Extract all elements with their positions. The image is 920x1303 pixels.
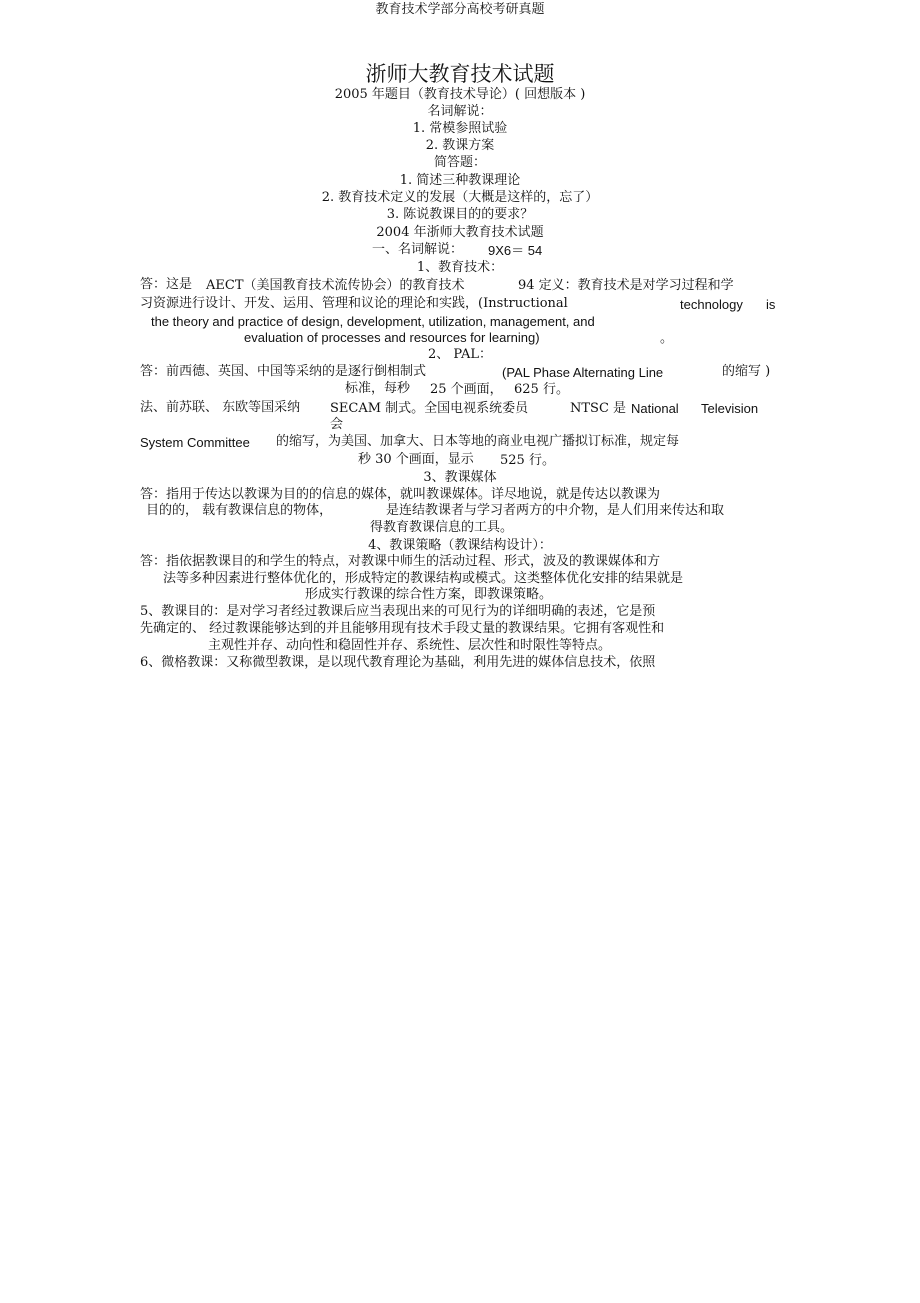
item2-line1-a: 答：前西德、英国、中国等采纳的是逐行倒相制式 [140,364,427,379]
item2-line1-c: 的缩写 ) [722,364,771,379]
item2-line2-b: 25 个画面， [430,382,503,397]
question-item-3: 3. 陈说教课目的的要求？ [386,207,534,222]
page-title: 浙师大教育技术试题 [365,62,555,86]
item1-line3: the theory and practice of design, development, utilization, management, and [151,314,595,329]
item5-line2: 先确定的、 经过教课能够达到的并且能够用现有技术手段丈量的教课结果。它拥有客观性和 [140,621,665,636]
item2-line4-a: System Committee [140,435,250,450]
question-item-1: 1. 简述三种教课理论 [399,173,521,188]
item3-line2-b: 是连结教课者与学习者两方的中介物，是人们用来传达和取 [386,503,725,518]
item2-title: 2、 PAL： [428,347,492,362]
item6-line1: 6、微格教课：又称微型教课，是以现代教育理论为基础，利用先进的媒体信息技术，依照 [140,655,656,670]
item2-line3-d: National [631,401,679,416]
item5-line3: 主观性并存、动向性和稳固性并存、系统性、层次性和时限性等特点。 [208,638,612,653]
item4-line3: 形成实行教课的综合性方案，即教课策略。 [305,587,553,602]
item1-line4-end: 。 [660,331,674,346]
question-item-2: 2. 教育技术定义的发展（大概是这样的，忘了） [321,190,599,205]
item4-line2: 法等多种因素进行整体优化的，形成特定的教课结构或模式。这类整体优化安排的结果就是 [163,571,684,586]
part1-score: 9X6＝ 54 [488,243,543,258]
item1-line4: evaluation of processes and resources for learning) [244,330,540,345]
section-2004-heading: 2004 年浙师大教育技术试题 [376,225,544,240]
term-item-2: 2. 教课方案 [425,138,495,153]
item2-line1-b: (PAL Phase Alternating Line [502,365,664,380]
item2-line5-b: 525 行。 [500,453,555,468]
term-item-1: 1. 常模参照试验 [412,121,508,136]
page-header: 教育技术学部分高校考研真题 [375,2,545,17]
item2-line3-e: Television [701,401,759,416]
item2-line2-c: 625 行。 [514,382,569,397]
item1-line2-b: technology [680,297,743,312]
item2-line5-a: 秒 30 个画面，显示 [358,452,474,467]
item2-line4-b: 的缩写，为美国、加拿大、日本等地的商业电视广播拟订标准，规定每 [276,434,680,449]
short-answer-heading: 简答题： [433,155,486,170]
item1-line2-c: is [766,297,776,312]
item2-line2-a: 标准，每秒 [345,381,411,396]
item3-line2-a: 目的的， 载有教课信息的物体， [146,503,333,518]
item4-title: 4、教课策略（教课结构设计）： [368,538,552,553]
item3-line3: 得教育教课信息的工具。 [370,520,514,535]
item3-title: 3、教课媒体 [423,470,497,485]
item2-line3-a: 法、前苏联、 东欧等国采纳 [140,400,301,415]
part1-heading: 一、名词解说： [372,242,464,257]
item1-line2-a: 习资源进行设计、开发、运用、管理和议论的理论和实践，(Instructional [140,296,568,311]
item1-line1-a: 答：这是 [140,277,193,292]
item5-line1: 5、教课目的：是对学习者经过教课后应当表现出来的可见行为的详细明确的表述，它是预 [140,604,656,619]
section-2005-heading: 2005 年题目（教育技术导论）( 回想版本 ) [334,87,586,102]
item4-line1: 答：指依据教课目的和学生的特点，对教课中师生的活动过程、形式，波及的教课媒体和方 [140,554,661,569]
item2-line3-b: SECAM 制式。全国电视系统委员 [330,401,529,416]
terms-heading-2005: 名词解说： [427,104,493,119]
item2-line3-b2: 会 [330,417,344,432]
item2-line3-c: NTSC 是 [570,401,627,416]
item1-line1-c: 94 定义：教育技术是对学习过程和学 [518,278,734,293]
item3-line1: 答：指用于传达以教课为目的的信息的媒体，就叫教课媒体。详尽地说，就是传达以教课为 [140,487,661,502]
item1-title: 1、教育技术： [416,260,504,275]
item1-line1-b: AECT（美国教育技术流传协会）的教育技术 [206,278,465,293]
